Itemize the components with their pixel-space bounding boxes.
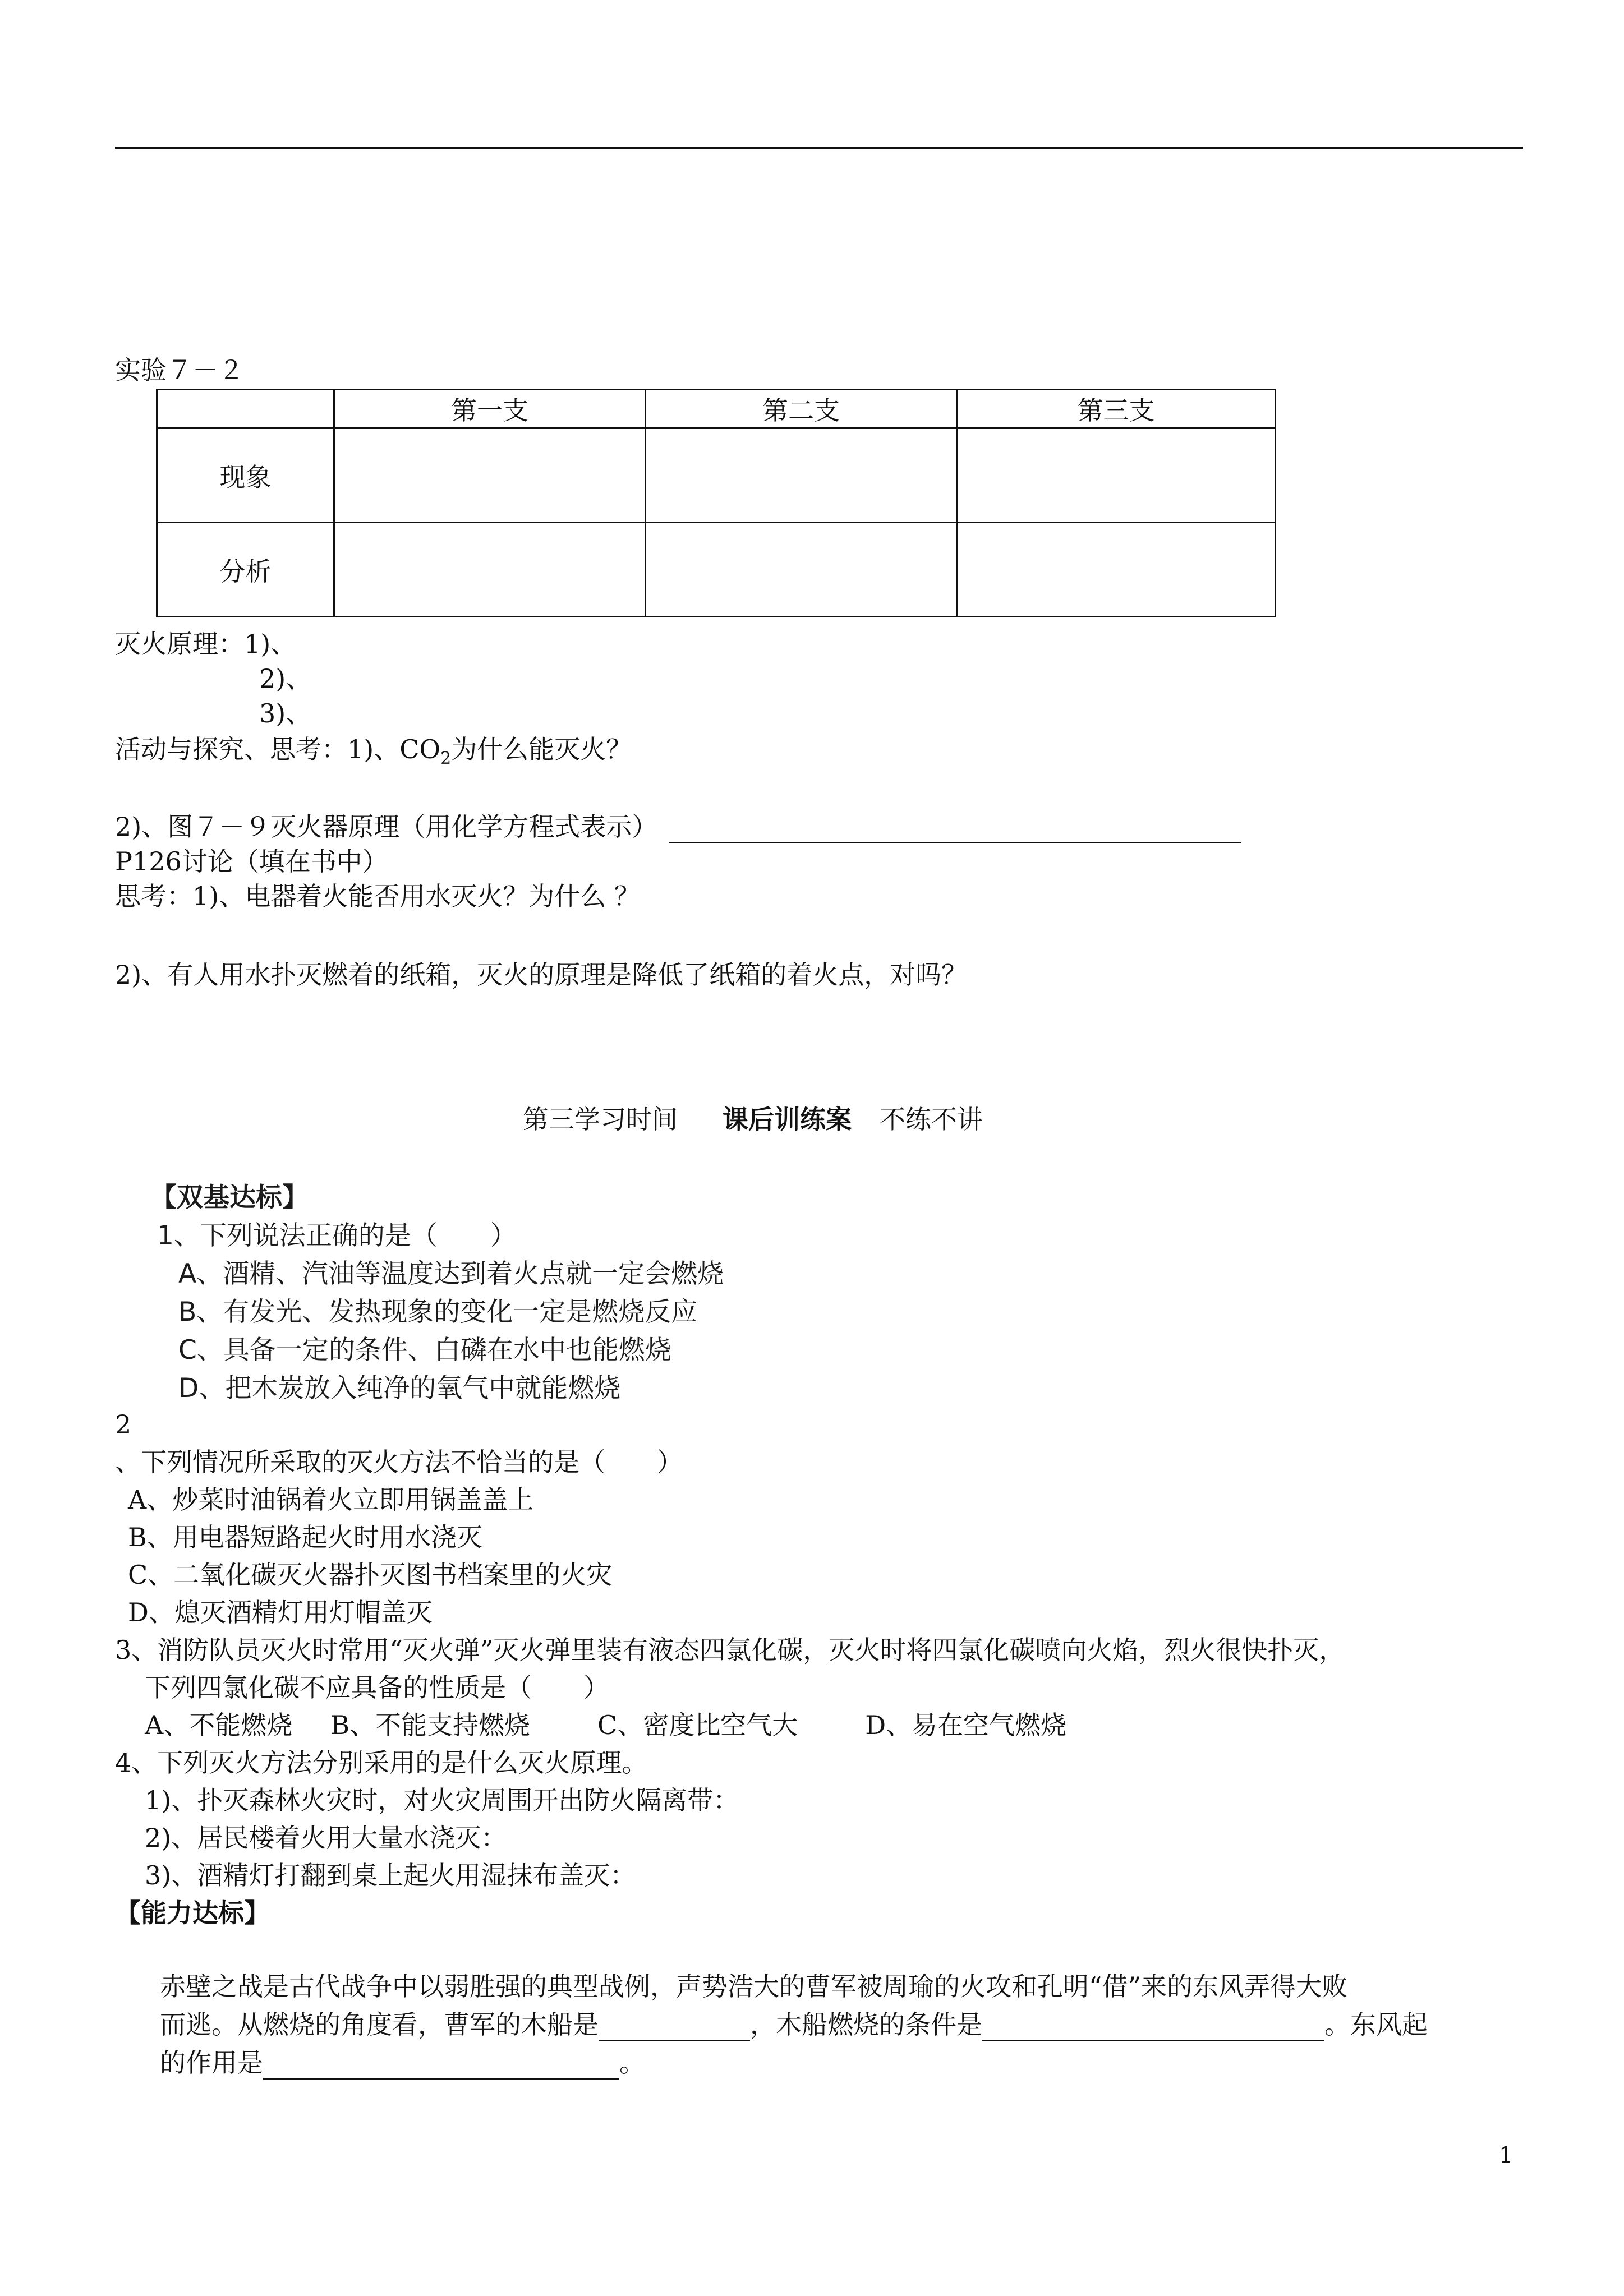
ability-paragraph-line-1: 赤壁之战是古代战争中以弱胜强的典型战例，声势浩大的曹军被周瑜的火攻和孔明“借”来的东风弄得大败 <box>160 1971 1348 2002</box>
q3-option-c: C、密度比空气大 <box>597 1710 798 1740</box>
p126-discussion: P126讨论（填在书中） <box>115 846 388 877</box>
answer-blank[interactable] <box>669 815 1241 843</box>
answer-blank[interactable] <box>263 2051 619 2080</box>
basics-question-3-line-1: 3、消防队员灭火时常用“灭火弹”灭火弹里装有液态四氯化碳，灭火时将四氯化碳喷向火焰，烈火很快扑灭， <box>115 1635 1345 1665</box>
ability-line2-text-a: 而逃。从燃烧的角度看，曹军的木船是 <box>160 2009 599 2040</box>
table-header-cell <box>157 390 334 428</box>
basics-question-2: 、下列情况所采取的灭火方法不恰当的是（ ） <box>115 1447 683 1477</box>
double-basics-heading: 【双基达标】 <box>150 1182 309 1213</box>
ability-heading: 【能力达标】 <box>115 1898 270 1928</box>
table-header-cell: 第三支 <box>957 390 1276 428</box>
row-label: 现象 <box>157 428 334 523</box>
answer-blank[interactable] <box>599 2013 750 2041</box>
principles-label: 灭火原理：1)、 <box>115 629 297 659</box>
page-number: 1 <box>1499 2142 1513 2168</box>
experiment-title: 实验７－２ <box>115 355 244 385</box>
activity-question-2 <box>115 810 1241 843</box>
answer-cell[interactable] <box>334 523 646 617</box>
section-header-part2: 课后训练案 <box>723 1104 852 1135</box>
ability-line3-text-a: 的作用是 <box>160 2048 263 2078</box>
table-row <box>157 523 1276 617</box>
q3-options <box>145 1708 1066 1742</box>
header-rule <box>115 147 1523 149</box>
activity-q2-text: 2)、图７－９灭火器原理（用化学方程式表示） <box>115 812 658 842</box>
answer-cell[interactable] <box>646 523 957 617</box>
q2-option-b: B、用电器短路起火时用水浇灭 <box>128 1522 482 1552</box>
ability-paragraph-line-2 <box>160 2008 1428 2041</box>
section-header-part1: 第三学习时间 <box>523 1104 678 1135</box>
ability-paragraph-line-3 <box>160 2046 645 2080</box>
ability-line2-text-c: 。东风起 <box>1324 2009 1428 2040</box>
activity-q1-prefix: 活动与探究、思考：1)、CO <box>115 734 441 764</box>
section-header <box>523 1103 983 1136</box>
q4-item-2: 2)、居民楼着火用大量水浇灭： <box>145 1823 507 1853</box>
activity-q1-suffix: 为什么能灭火？ <box>451 734 632 764</box>
q3-option-a: A、不能燃烧 <box>145 1710 293 1740</box>
principle-item-3: 3)、 <box>259 698 312 729</box>
q1-option-d: D、把木炭放入纯净的氧气中就能燃烧 <box>178 1373 621 1404</box>
answer-cell[interactable] <box>334 428 646 523</box>
table-row <box>157 428 1276 523</box>
table-header-cell: 第二支 <box>646 390 957 428</box>
think-question-2: 2)、有人用水扑灭燃着的纸箱，灭火的原理是降低了纸箱的着火点，对吗？ <box>115 960 968 990</box>
q4-item-1: 1)、扑灭森林火灾时，对火灾周围开出防火隔离带： <box>145 1785 739 1815</box>
q3-option-b: B、不能支持燃烧 <box>330 1710 531 1740</box>
q2-option-a: A、炒菜时油锅着火立即用锅盖盖上 <box>128 1484 534 1515</box>
q2-option-d: D、熄灭酒精灯用灯帽盖灭 <box>128 1597 433 1628</box>
q1-option-a: A、酒精、汽油等温度达到着火点就一定会燃烧 <box>178 1258 724 1289</box>
basics-question-4: 4、下列灭火方法分别采用的是什么灭火原理。 <box>115 1748 648 1778</box>
table-header-row <box>157 390 1276 428</box>
q1-option-b: B、有发光、发热现象的变化一定是燃烧反应 <box>178 1297 698 1327</box>
ability-line3-text-b: 。 <box>619 2048 645 2078</box>
co2-subscript: 2 <box>440 749 452 769</box>
basics-question-1: 1、下列说法正确的是（ ） <box>157 1220 517 1251</box>
answer-cell[interactable] <box>957 428 1276 523</box>
answer-cell[interactable] <box>957 523 1276 617</box>
answer-blank[interactable] <box>982 2013 1324 2041</box>
q1-option-c: C、具备一定的条件、白磷在水中也能燃烧 <box>178 1335 671 1366</box>
section-header-part3: 不练不讲 <box>880 1104 983 1135</box>
basics-question-3-line-2: 下列四氯化碳不应具备的性质是（ ） <box>145 1672 609 1703</box>
q2-option-c: C、二氧化碳灭火器扑灭图书档案里的火灾 <box>128 1560 613 1590</box>
experiment-table <box>156 389 1276 617</box>
row-label: 分析 <box>157 523 334 617</box>
table-header-cell: 第一支 <box>334 390 646 428</box>
answer-cell[interactable] <box>646 428 957 523</box>
principle-item-2: 2)、 <box>259 663 312 694</box>
think-question-1: 思考：1)、电器着火能否用水灭火？为什么 ？ <box>115 881 640 911</box>
basics-question-2-number: 2 <box>115 1409 132 1440</box>
activity-question-1 <box>115 732 632 776</box>
q4-item-3: 3)、酒精灯打翻到桌上起火用湿抹布盖灭： <box>145 1860 636 1891</box>
q3-option-d: D、易在空气燃烧 <box>865 1710 1067 1740</box>
ability-line2-text-b: ，木船燃烧的条件是 <box>750 2009 982 2040</box>
